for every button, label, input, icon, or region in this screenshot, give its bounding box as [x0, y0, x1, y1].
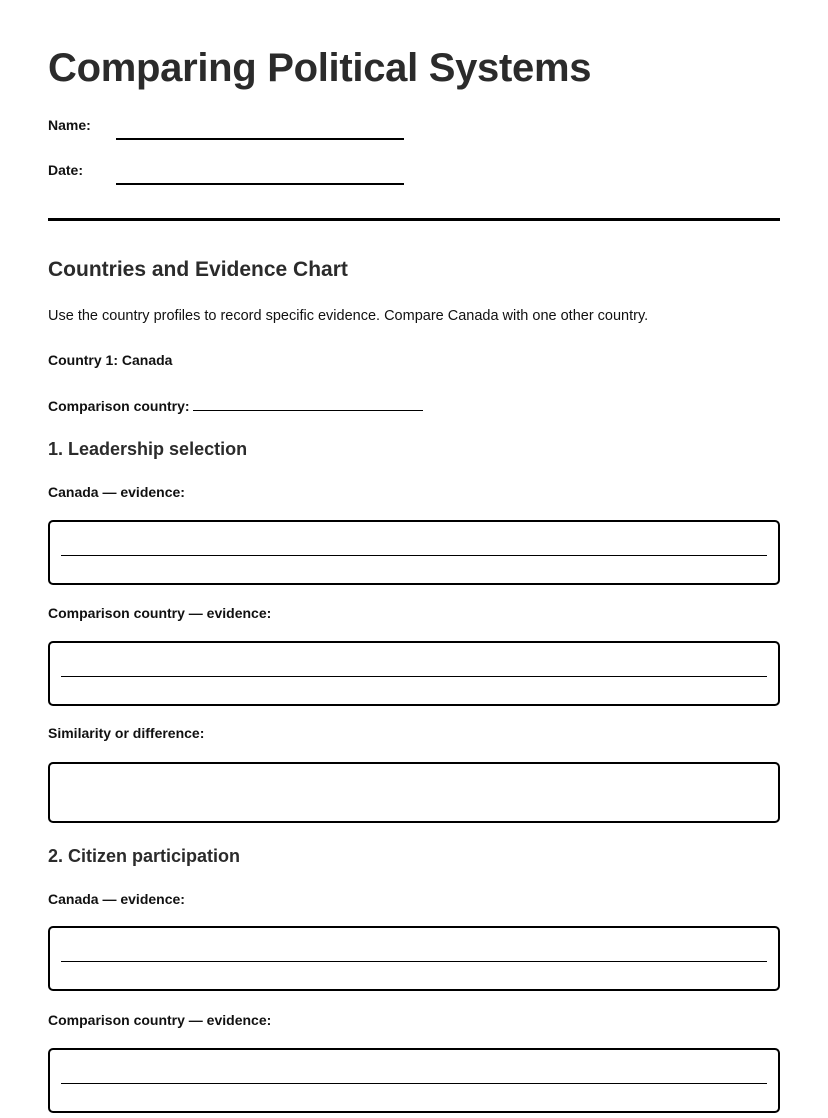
page-title: Comparing Political Systems — [48, 46, 592, 90]
canada-evidence-label: Canada — evidence: — [48, 484, 185, 500]
header-divider — [48, 218, 780, 221]
comparison-evidence-box[interactable] — [48, 641, 780, 706]
name-row — [48, 117, 408, 141]
comparison-country-label: Comparison country: — [48, 398, 190, 414]
comparison-evidence-box[interactable] — [48, 1048, 780, 1113]
name-field[interactable] — [116, 138, 404, 140]
section-title: Countries and Evidence Chart — [48, 258, 348, 281]
topic-title: 2. Citizen participation — [48, 846, 241, 866]
date-row — [48, 162, 408, 186]
comparison-evidence-label: Comparison country — evidence: — [48, 1012, 272, 1028]
topic-title: 1. Leadership selection — [48, 439, 248, 459]
country-1-label: Country 1: Canada — [48, 352, 173, 368]
instructions-text: Use the country profiles to record specific evidence. Compare Canada with one other country. — [48, 308, 649, 324]
writing-line — [61, 1083, 767, 1084]
comparison-evidence-label: Comparison country — evidence: — [48, 605, 272, 621]
canada-evidence-box[interactable] — [48, 520, 780, 585]
canada-evidence-label: Canada — evidence: — [48, 891, 185, 907]
writing-line — [61, 676, 767, 677]
writing-line — [61, 961, 767, 962]
similarity-label: Similarity or difference: — [48, 725, 205, 741]
comparison-country-field[interactable] — [193, 396, 423, 411]
name-label: Name: — [48, 117, 91, 133]
date-label: Date: — [48, 162, 84, 178]
comparison-country-row — [48, 396, 423, 414]
canada-evidence-box[interactable] — [48, 926, 780, 991]
date-field[interactable] — [116, 183, 404, 185]
similarity-box[interactable] — [48, 762, 780, 823]
writing-line — [61, 555, 767, 556]
